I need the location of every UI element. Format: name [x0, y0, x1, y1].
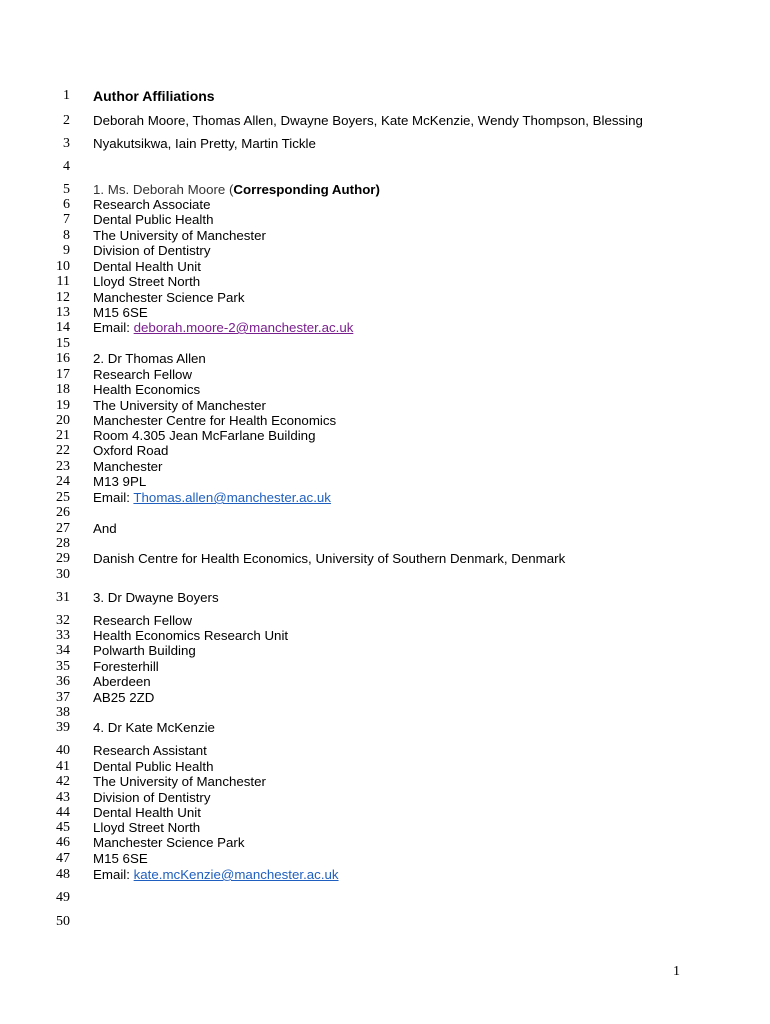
affiliation-text: The University of Manchester: [93, 228, 266, 243]
line-24: [0, 474, 770, 490]
line-number: 21: [56, 428, 70, 443]
affiliation-text: Polwarth Building: [93, 643, 196, 658]
affiliation-text: Manchester Centre for Health Economics: [93, 413, 337, 428]
page-title: Author Affiliations: [93, 88, 215, 104]
closing-paren: ): [375, 182, 380, 197]
affiliation-text: M15 6SE: [93, 305, 148, 320]
line-number: 40: [56, 743, 70, 758]
affiliation-text: Lloyd Street North: [93, 820, 201, 835]
line-26: [0, 505, 770, 521]
line-number: 47: [56, 851, 70, 866]
line-number: 4: [63, 159, 70, 174]
line-number: 46: [56, 835, 70, 850]
line-number: 41: [56, 759, 70, 774]
line-25: [0, 490, 770, 506]
line-number: 18: [56, 382, 70, 397]
line-39: [0, 720, 770, 736]
conjunction-text: And: [93, 521, 117, 536]
line-number: 7: [63, 212, 70, 227]
affiliation-text: Research Fellow: [93, 367, 193, 382]
affiliation-text: Division of Dentistry: [93, 790, 211, 805]
line-37: [0, 690, 770, 706]
line-31: [0, 590, 770, 606]
line-number: 11: [56, 274, 70, 289]
line-23: [0, 459, 770, 475]
line-22: [0, 443, 770, 459]
line-number: 1: [63, 88, 70, 103]
corresponding-author-label: Corresponding Author: [233, 182, 376, 197]
line-38: [0, 705, 770, 721]
line-10: [0, 259, 770, 275]
line-35: [0, 659, 770, 675]
affiliation-text: Division of Dentistry: [93, 243, 211, 258]
line-29: [0, 551, 770, 567]
affiliation-text: M15 6SE: [93, 851, 148, 866]
line-36: [0, 674, 770, 690]
affiliation-text: Danish Centre for Health Economics, University of Southern Denmark, Denmark: [93, 551, 566, 566]
line-number: 16: [56, 351, 70, 366]
line-number: 15: [56, 336, 70, 351]
affiliation-text: Manchester Science Park: [93, 835, 245, 850]
affiliation-text: The University of Manchester: [93, 398, 266, 413]
email-link-mckenzie[interactable]: kate.mcKenzie@manchester.ac.uk: [133, 867, 339, 882]
author-name: 1. Ms. Deborah Moore (: [93, 182, 234, 197]
line-number: 19: [56, 398, 70, 413]
author-list-continued: Nyakutsikwa, Iain Pretty, Martin Tickle: [93, 136, 316, 151]
line-number: 38: [56, 705, 70, 720]
line-number: 6: [63, 197, 70, 212]
author-heading-allen: 2. Dr Thomas Allen: [93, 351, 206, 366]
line-49: [0, 890, 770, 906]
line-number: 39: [56, 720, 70, 735]
line-15: [0, 336, 770, 352]
line-32: [0, 613, 770, 629]
line-20: [0, 413, 770, 429]
line-number: 5: [63, 182, 70, 197]
email-line: [93, 320, 353, 336]
line-number: 26: [56, 505, 70, 520]
line-number: 25: [56, 490, 70, 505]
line-number: 43: [56, 790, 70, 805]
line-4: [0, 159, 770, 175]
line-27: [0, 521, 770, 537]
line-48: [0, 867, 770, 883]
line-6: [0, 197, 770, 213]
affiliation-text: Health Economics: [93, 382, 201, 397]
author-heading-boyers: 3. Dr Dwayne Boyers: [93, 590, 219, 605]
line-number: 31: [56, 590, 70, 605]
line-number: 17: [56, 367, 70, 382]
line-number: 37: [56, 690, 70, 705]
line-33: [0, 628, 770, 644]
line-3: [0, 136, 770, 152]
affiliation-text: Foresterhill: [93, 659, 159, 674]
email-link-moore[interactable]: deborah.moore-2@manchester.ac.uk: [133, 320, 354, 335]
line-number: 49: [56, 890, 70, 905]
line-number: 9: [63, 243, 70, 258]
affiliation-text: Research Fellow: [93, 613, 193, 628]
line-number: 50: [56, 914, 70, 929]
author-heading-moore: [93, 182, 380, 198]
line-1: [0, 88, 770, 104]
line-12: [0, 290, 770, 306]
affiliation-text: Manchester: [93, 459, 163, 474]
line-number: 45: [56, 820, 70, 835]
email-label: Email:: [93, 867, 134, 882]
affiliation-text: Room 4.305 Jean McFarlane Building: [93, 428, 316, 443]
line-47: [0, 851, 770, 867]
line-34: [0, 643, 770, 659]
affiliation-text: Research Associate: [93, 197, 211, 212]
affiliation-text: M13 9PL: [93, 474, 147, 489]
line-number: 8: [63, 228, 70, 243]
line-number: 27: [56, 521, 70, 536]
line-40: [0, 743, 770, 759]
line-number: 28: [56, 536, 70, 551]
line-43: [0, 790, 770, 806]
line-number: 2: [63, 113, 70, 128]
line-16: [0, 351, 770, 367]
line-44: [0, 805, 770, 821]
affiliation-text: The University of Manchester: [93, 774, 266, 789]
line-21: [0, 428, 770, 444]
line-8: [0, 228, 770, 244]
email-link-allen[interactable]: Thomas.allen@manchester.ac.uk: [133, 490, 331, 505]
line-5: [0, 182, 770, 198]
line-number: 34: [56, 643, 70, 658]
affiliation-text: Dental Health Unit: [93, 259, 201, 274]
line-number: 14: [56, 320, 70, 335]
affiliation-text: Dental Public Health: [93, 759, 214, 774]
line-9: [0, 243, 770, 259]
line-45: [0, 820, 770, 836]
affiliation-text: Aberdeen: [93, 674, 151, 689]
line-number: 10: [56, 259, 70, 274]
line-number: 32: [56, 613, 70, 628]
line-41: [0, 759, 770, 775]
line-17: [0, 367, 770, 383]
affiliation-text: AB25 2ZD: [93, 690, 155, 705]
author-heading-mckenzie: 4. Dr Kate McKenzie: [93, 720, 215, 735]
line-number: 24: [56, 474, 70, 489]
line-number: 35: [56, 659, 70, 674]
line-number: 33: [56, 628, 70, 643]
line-13: [0, 305, 770, 321]
affiliation-text: Research Assistant: [93, 743, 207, 758]
email-line: [93, 867, 339, 883]
line-2: [0, 113, 770, 129]
line-28: [0, 536, 770, 552]
line-18: [0, 382, 770, 398]
line-number: 29: [56, 551, 70, 566]
line-number: 42: [56, 774, 70, 789]
line-number: 20: [56, 413, 70, 428]
affiliation-text: Oxford Road: [93, 443, 169, 458]
line-number: 13: [56, 305, 70, 320]
line-number: 12: [56, 290, 70, 305]
line-number: 44: [56, 805, 70, 820]
line-14: [0, 320, 770, 336]
affiliation-text: Dental Public Health: [93, 212, 214, 227]
affiliation-text: Dental Health Unit: [93, 805, 201, 820]
line-42: [0, 774, 770, 790]
line-number: 3: [63, 136, 70, 151]
line-30: [0, 567, 770, 583]
email-label: Email:: [93, 320, 134, 335]
email-line: [93, 490, 331, 506]
line-number: 22: [56, 443, 70, 458]
author-list: Deborah Moore, Thomas Allen, Dwayne Boyers, Kate McKenzie, Wendy Thompson, Blessing: [93, 113, 643, 128]
line-46: [0, 835, 770, 851]
line-7: [0, 212, 770, 228]
line-number: 36: [56, 674, 70, 689]
line-number: 48: [56, 867, 70, 882]
line-number: 23: [56, 459, 70, 474]
line-50: [0, 914, 770, 930]
line-19: [0, 398, 770, 414]
line-number: 30: [56, 567, 70, 582]
line-11: [0, 274, 770, 290]
page-number: 1: [673, 964, 680, 979]
affiliation-text: Lloyd Street North: [93, 274, 201, 289]
affiliation-text: Manchester Science Park: [93, 290, 245, 305]
affiliation-text: Health Economics Research Unit: [93, 628, 289, 643]
email-label: Email:: [93, 490, 134, 505]
